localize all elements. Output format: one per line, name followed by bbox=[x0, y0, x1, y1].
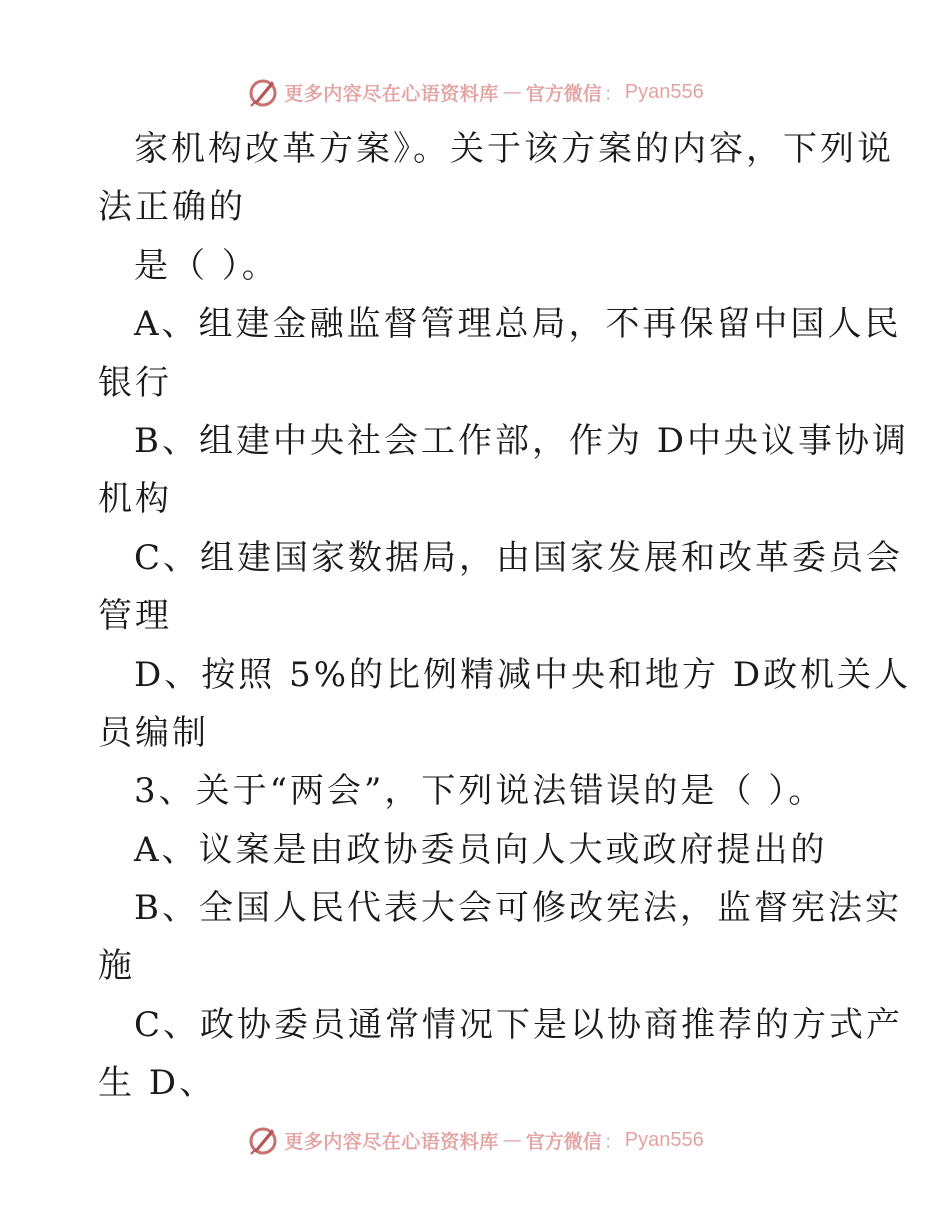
option-a: A、组建金融监督管理总局，不再保留中国人民 bbox=[134, 304, 902, 345]
option-d: D、按照 5%的比例精减中央和地方 D政机关人 bbox=[134, 654, 912, 695]
document-body bbox=[98, 120, 912, 1113]
wechat-label: 官方微信 bbox=[525, 1130, 602, 1153]
text-line: 法正确的 bbox=[98, 187, 246, 228]
text-line: 生 D、 bbox=[98, 1063, 217, 1104]
wechat-label: 官方微信 bbox=[525, 82, 602, 105]
banner-separator: ： bbox=[603, 1130, 623, 1153]
banner-dash: — bbox=[502, 81, 522, 103]
text-line: 家机构改革方案》。关于该方案的内容，下列说 bbox=[134, 129, 894, 169]
footer-banner bbox=[0, 1120, 950, 1160]
header-banner bbox=[0, 72, 950, 112]
banner-dash: — bbox=[502, 1129, 522, 1151]
text-line: 施 bbox=[98, 946, 135, 987]
text-line: 员编制 bbox=[98, 712, 209, 753]
option-a: A、议案是由政协委员向人大或政府提出的 bbox=[134, 829, 828, 870]
banner-text: 更多内容尽在心语资料库 bbox=[284, 82, 499, 105]
text-line: 是（ ）。 bbox=[134, 245, 279, 286]
option-b: B、组建中央社会工作部，作为 D中央议事协调 bbox=[134, 420, 910, 461]
text-line: 管理 bbox=[98, 596, 172, 637]
quill-logo-icon bbox=[246, 1123, 280, 1157]
banner-text: 更多内容尽在心语资料库 bbox=[284, 1130, 499, 1153]
wechat-id: Pyan556 bbox=[624, 80, 704, 103]
wechat-id: Pyan556 bbox=[624, 1128, 704, 1151]
option-c: C、政协委员通常情况下是以协商推荐的方式产 bbox=[134, 1004, 904, 1045]
text-line: 银行 bbox=[98, 362, 172, 403]
banner-separator: ： bbox=[603, 82, 623, 105]
text-line: 机构 bbox=[98, 479, 172, 520]
question-3: 3、关于“两会”，下列说法错误的是（ ）。 bbox=[134, 771, 826, 812]
option-c: C、组建国家数据局，由国家发展和改革委员会 bbox=[134, 537, 904, 578]
quill-logo-icon bbox=[246, 75, 280, 109]
option-b: B、全国人民代表大会可修改宪法，监督宪法实 bbox=[134, 888, 902, 929]
